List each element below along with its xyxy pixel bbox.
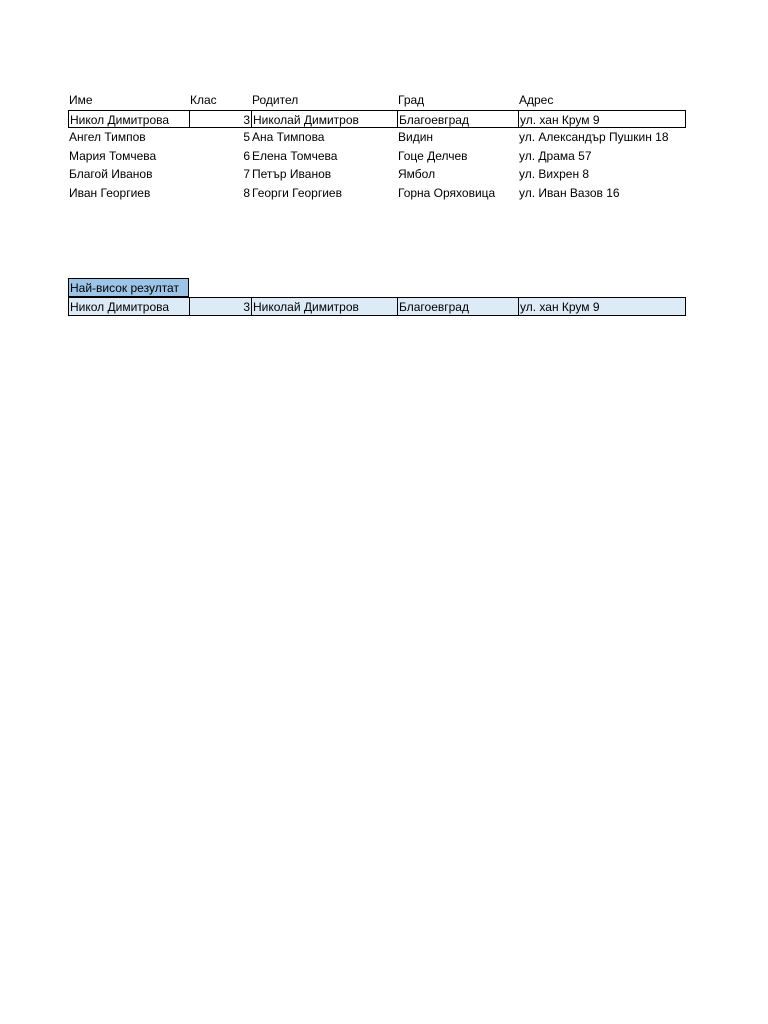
highest-result-section [68, 278, 686, 316]
cell-address[interactable]: ул. Иван Вазов 16 [519, 185, 620, 200]
table-row [68, 128, 686, 147]
header-row [68, 91, 686, 110]
result-address[interactable]: ул. хан Крум 9 [518, 297, 686, 316]
result-name[interactable]: Никол Димитрова [68, 297, 189, 316]
header-class[interactable]: Клас [190, 93, 217, 107]
cell-city[interactable]: Ямбол [398, 167, 436, 182]
cell-name[interactable]: Никол Димитрова [68, 110, 189, 129]
cell-city[interactable]: Видин [398, 130, 434, 145]
cell-parent[interactable]: Николай Димитров [251, 110, 397, 129]
students-table [68, 91, 686, 203]
cell-city[interactable]: Гоце Делчев [398, 148, 468, 163]
cell-class[interactable]: 3 [189, 110, 251, 129]
cell-class[interactable]: 5 [243, 130, 250, 145]
header-name[interactable]: Име [69, 93, 93, 107]
cell-parent[interactable]: Петър Иванов [252, 167, 332, 182]
result-parent[interactable]: Николай Димитров [251, 297, 397, 316]
cell-parent[interactable]: Ана Тимпова [252, 130, 325, 145]
header-address[interactable]: Адрес [519, 93, 554, 107]
cell-name[interactable]: Мария Томчева [69, 148, 157, 163]
cell-class[interactable]: 8 [243, 185, 250, 200]
table-row [68, 110, 686, 129]
cell-parent[interactable]: Георги Георгиев [252, 185, 342, 200]
cell-city[interactable]: Благоевград [397, 110, 518, 129]
cell-name[interactable]: Ангел Тимпов [69, 130, 146, 145]
cell-class[interactable]: 6 [243, 148, 250, 163]
cell-name[interactable]: Благой Иванов [69, 167, 153, 182]
cell-address[interactable]: ул. Драма 57 [519, 148, 592, 163]
table-row [68, 184, 686, 203]
cell-name[interactable]: Иван Георгиев [69, 185, 151, 200]
cell-address[interactable]: ул. хан Крум 9 [518, 110, 686, 129]
cell-address[interactable]: ул. Вихрен 8 [519, 167, 590, 182]
header-parent[interactable]: Родител [252, 93, 299, 107]
cell-address[interactable]: ул. Александър Пушкин 18 [519, 130, 669, 145]
result-city[interactable]: Благоевград [397, 297, 518, 316]
cell-parent[interactable]: Елена Томчева [252, 148, 338, 163]
cell-city[interactable]: Горна Оряховица [398, 185, 496, 200]
highest-result-row [68, 297, 686, 316]
header-city[interactable]: Град [398, 93, 425, 107]
table-row [68, 147, 686, 166]
table-row [68, 165, 686, 184]
result-class[interactable]: 3 [189, 297, 251, 316]
cell-class[interactable]: 7 [243, 167, 250, 182]
highest-result-label[interactable]: Най-висок резултат [68, 278, 189, 297]
